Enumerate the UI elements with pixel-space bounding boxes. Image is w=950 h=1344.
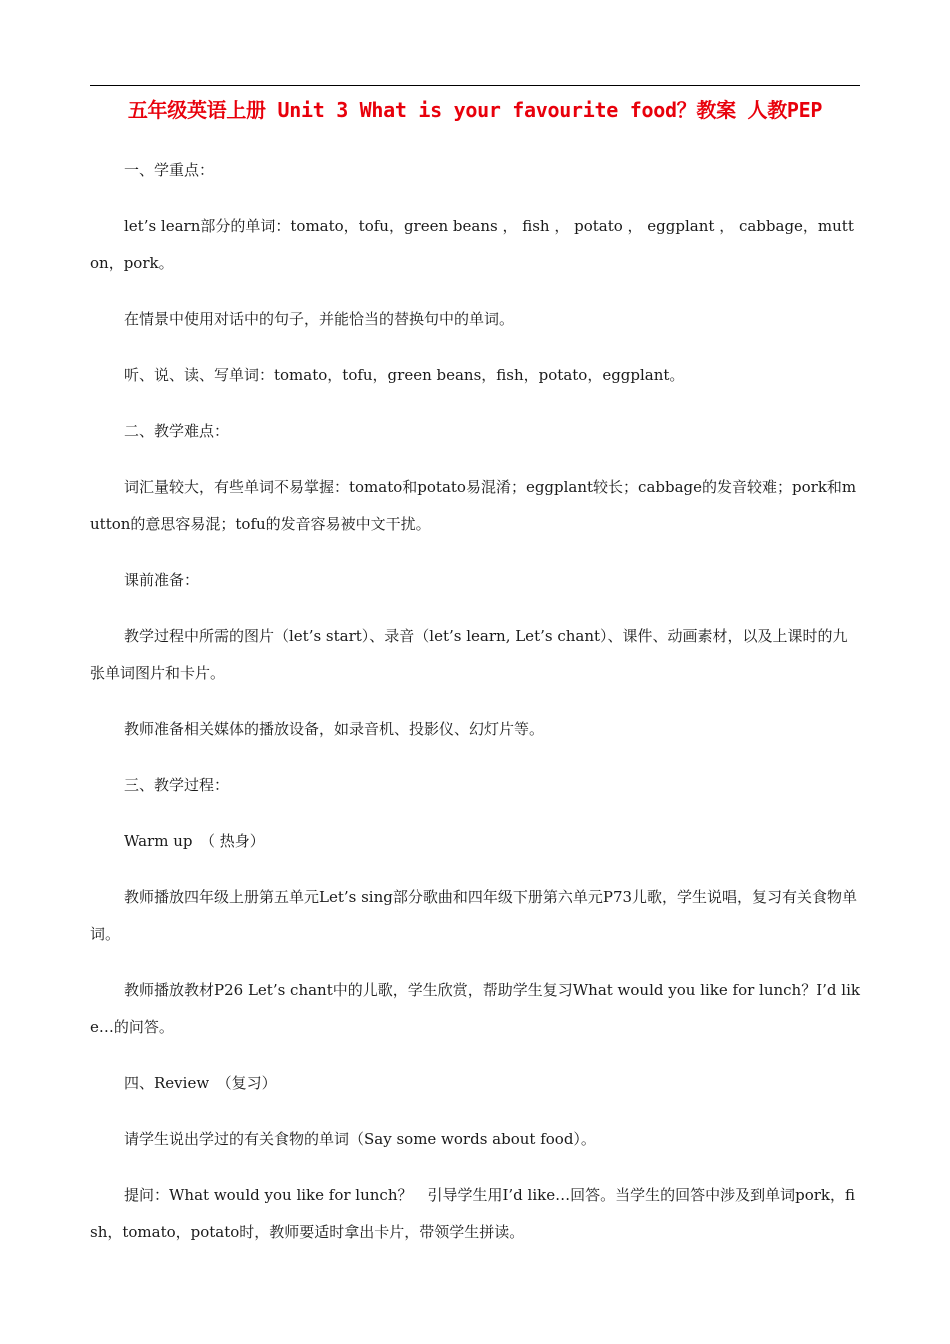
section-heading-preparation: 课前准备：: [124, 571, 200, 589]
top-rule: [90, 85, 860, 86]
section-heading-process: 三、教学过程：: [124, 776, 230, 794]
paragraph-four-skills: 听、说、读、写单词：tomato，tofu，green beans，fish，potato，eggplant。: [124, 366, 685, 384]
paragraph-review-question: 提问：What would you like for lunch？ 引导学生用I’d like…回答。当学生的回答中涉及到单词pork，fish，tomato，potato时，教师要适时拿出卡片，带领学生拼读。: [90, 1186, 856, 1241]
paragraph-dialogue-usage: 在情景中使用对话中的句子，并能恰当的替换句中的单词。: [124, 310, 515, 328]
section-heading-review: 四、Review （复习）: [124, 1074, 277, 1092]
paragraph-warm-up-songs: 教师播放四年级上册第五单元Let’s sing部分歌曲和四年级下册第六单元P73儿歌，学生说唱，复习有关食物单词。: [90, 888, 858, 943]
paragraph-materials: 教学过程中所需的图片（let’s start）、录音（let’s learn, Let’s chant）、课件、动画素材，以及上课时的九张单词图片和卡片。: [90, 627, 848, 682]
subheading-warm-up: Warm up （ 热身）: [124, 832, 265, 850]
section-heading-key-points: 一、学重点：: [124, 161, 215, 179]
paragraph-review-words: 请学生说出学过的有关食物的单词（Say some words about food）。: [124, 1130, 596, 1148]
section-heading-difficulties: 二、教学难点：: [124, 422, 230, 440]
paragraph-warm-up-chant: 教师播放教材P26 Let’s chant中的儿歌，学生欣赏，帮助学生复习What would you like for lunch？I’d like…的问答。: [90, 981, 860, 1036]
paragraph-vocabulary-list: let’s learn部分的单词：tomato，tofu，green beans ， fish ， potato ， eggplant ， cabbage，mutton，pork。: [90, 217, 854, 272]
paragraph-difficulty-detail: 词汇量较大，有些单词不易掌握：tomato和potato易混淆；eggplant较长；cabbage的发音较难；pork和mutton的意思容易混；tofu的发音容易被中文干扰。: [90, 478, 857, 533]
paragraph-equipment: 教师准备相关媒体的播放设备，如录音机、投影仪、幻灯片等。: [124, 720, 545, 738]
document-body: [90, 152, 860, 1270]
document-title: 五年级英语上册 Unit 3 What is your favourite food？教案 人教PEP: [127, 98, 823, 122]
